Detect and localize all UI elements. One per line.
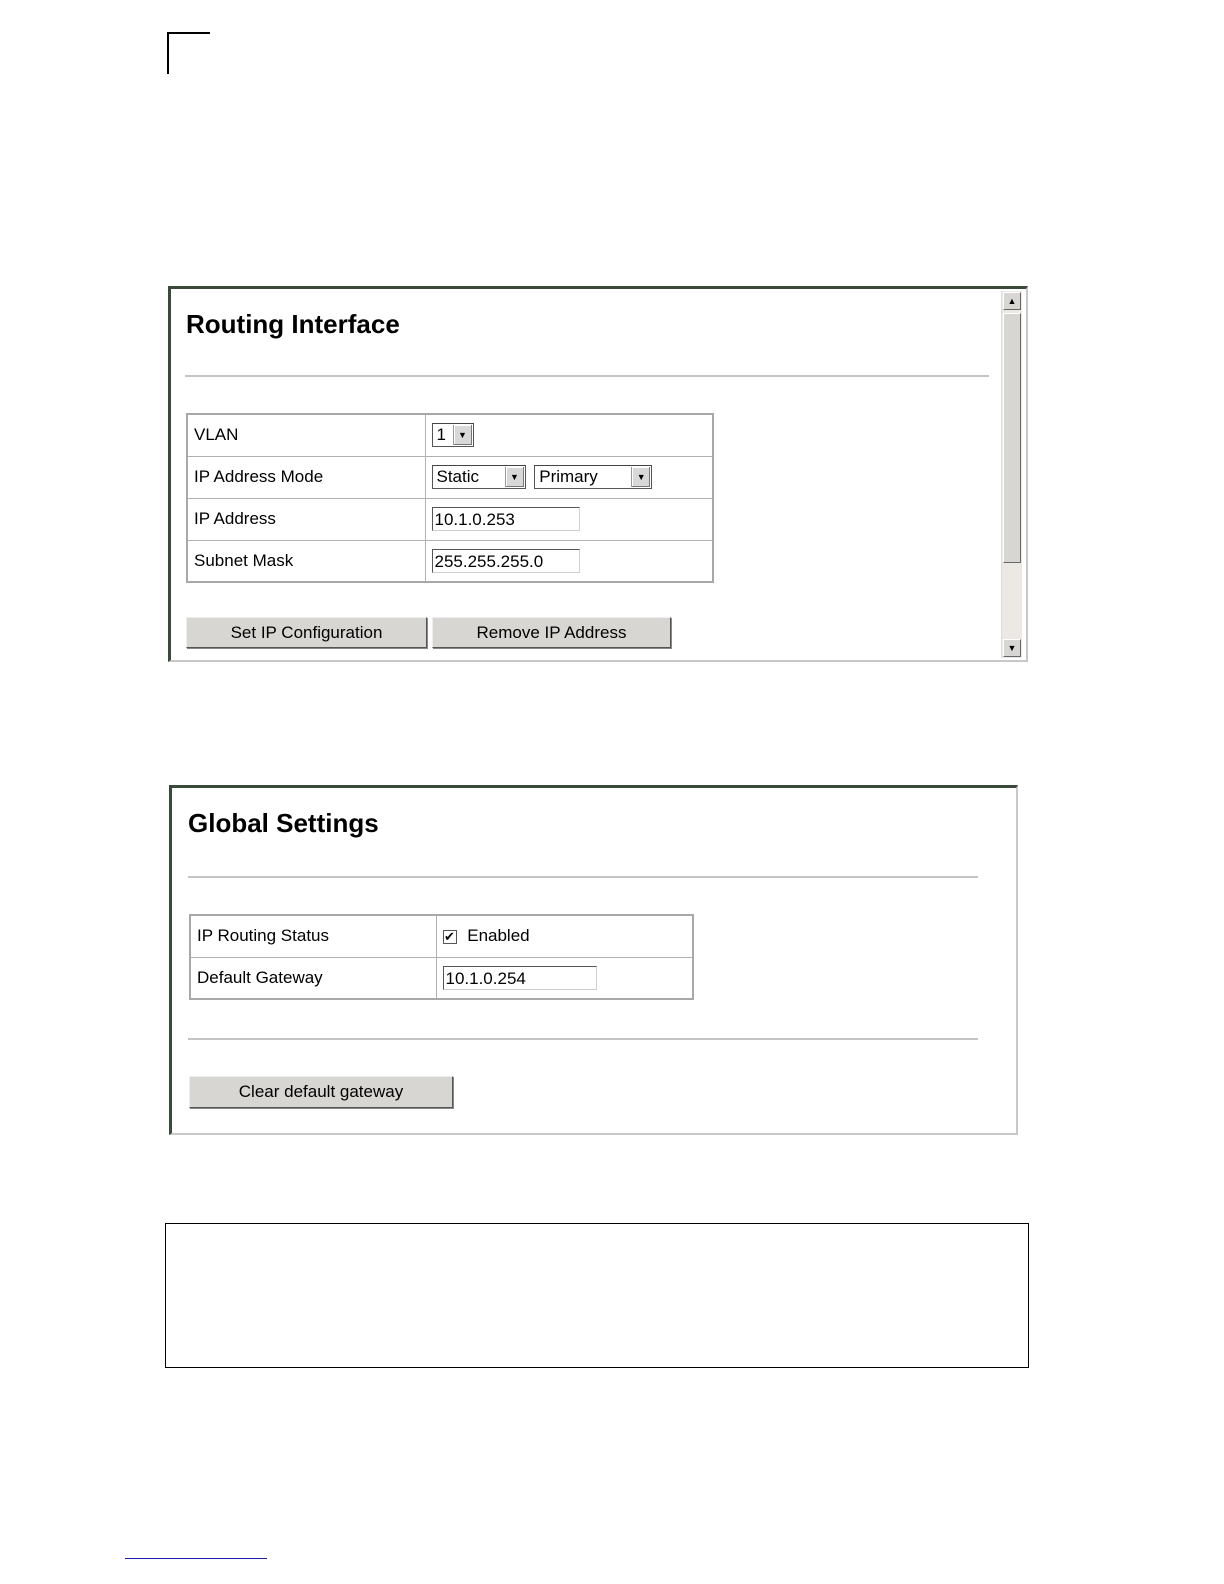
global-settings-table — [189, 914, 694, 1000]
section-divider — [188, 1038, 978, 1040]
vlan-cell — [425, 414, 713, 456]
routing-interface-table — [186, 413, 714, 583]
table-row — [187, 414, 713, 456]
subnet-mask-label: Subnet Mask — [187, 540, 425, 582]
subnet-mask-input[interactable]: 255.255.255.0 — [432, 549, 580, 573]
scroll-down-icon[interactable]: ▼ — [1003, 639, 1021, 657]
table-row — [190, 915, 693, 957]
ip-mode-select[interactable] — [432, 465, 526, 489]
page-title: Routing Interface — [186, 309, 400, 339]
ip-address-mode-label: IP Address Mode — [187, 456, 425, 498]
chevron-down-icon: ▼ — [505, 467, 524, 487]
chevron-down-icon: ▼ — [453, 425, 472, 445]
subnet-mask-cell — [425, 540, 713, 582]
check-icon: ✔ — [444, 928, 455, 944]
ip-address-label: IP Address — [187, 498, 425, 540]
default-gateway-input[interactable]: 10.1.0.254 — [443, 966, 597, 990]
vlan-select-value: 1 — [436, 425, 446, 445]
footer-rule — [125, 1558, 267, 1559]
note-box — [165, 1223, 1029, 1368]
title-divider — [185, 375, 989, 377]
ip-address-mode-cell — [425, 456, 713, 498]
global-settings-panel — [169, 785, 1018, 1135]
vertical-scrollbar[interactable] — [1001, 291, 1022, 658]
ip-role-select-value: Primary — [539, 467, 598, 486]
vlan-select[interactable] — [432, 423, 474, 447]
table-row — [187, 498, 713, 540]
ip-routing-status-label: IP Routing Status — [190, 915, 436, 957]
ip-address-cell — [425, 498, 713, 540]
table-row — [187, 456, 713, 498]
default-gateway-label: Default Gateway — [190, 957, 436, 999]
ip-routing-enabled-checkbox[interactable] — [443, 930, 457, 944]
scroll-thumb[interactable] — [1003, 313, 1021, 563]
ip-address-input[interactable]: 10.1.0.253 — [432, 507, 580, 531]
ip-routing-enabled-label: Enabled — [467, 926, 530, 946]
table-row — [187, 540, 713, 582]
set-ip-configuration-button[interactable]: Set IP Configuration — [186, 617, 427, 648]
table-row — [190, 957, 693, 999]
default-gateway-cell — [436, 957, 693, 999]
scroll-up-icon[interactable]: ▲ — [1003, 292, 1021, 310]
title-divider — [188, 876, 978, 878]
clear-default-gateway-button[interactable]: Clear default gateway — [189, 1076, 453, 1108]
remove-ip-address-button[interactable]: Remove IP Address — [432, 617, 671, 648]
ip-role-select[interactable] — [534, 465, 652, 489]
ip-routing-status-cell — [436, 915, 693, 957]
ip-mode-select-value: Static — [436, 467, 480, 486]
crop-mark — [167, 32, 210, 74]
chevron-down-icon: ▼ — [631, 467, 650, 487]
vlan-label: VLAN — [187, 414, 425, 456]
routing-interface-panel — [168, 286, 1028, 662]
page-title: Global Settings — [188, 808, 379, 838]
